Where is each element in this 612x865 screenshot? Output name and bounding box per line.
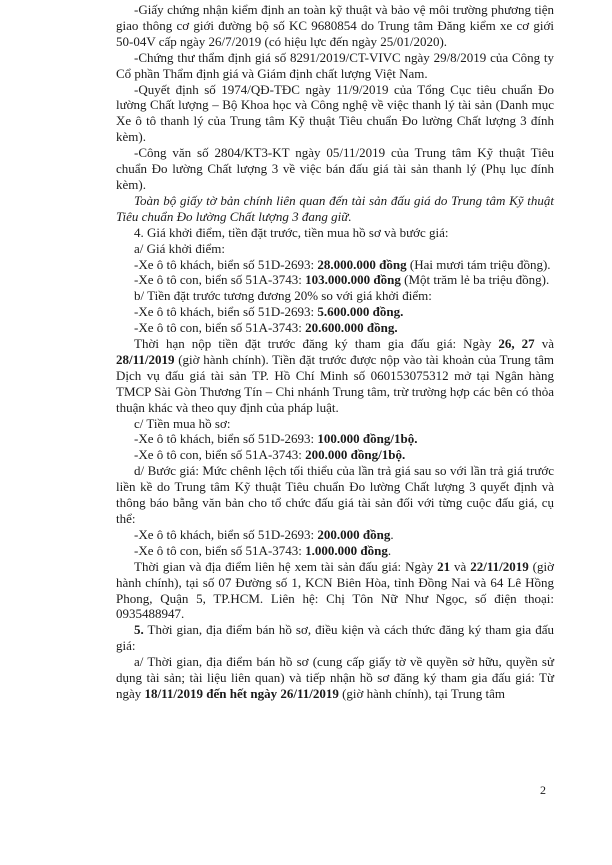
paragraph-p6	[116, 225, 554, 241]
paragraph-p20	[116, 559, 554, 623]
text-run: (giờ hành chính), tại số 07 Đường số 1, KCN Biên Hòa, tỉnh Đồng Nai và 64 Lê Hồng Phong, Quận 5, TP.HCM. Liên hệ: Chị Tôn Nữ Như Ngọc, số điện thoại: 0935488947.	[116, 558, 554, 622]
text-run: .	[390, 526, 394, 542]
bold-text: 28/11/2019	[116, 351, 175, 367]
text-run: -Xe ô tô con, biển số 51A-3743:	[134, 272, 306, 288]
bold-text: 18/11/2019 đến hết ngày 26/11/2019	[144, 685, 339, 701]
paragraph-p12	[116, 320, 554, 336]
paragraph-p11	[116, 304, 554, 320]
paragraph-p18	[116, 527, 554, 543]
paragraph-p2	[116, 50, 554, 82]
paragraph-p17	[116, 463, 554, 527]
text-run: -Công văn số 2804/KT3-KT ngày 05/11/2019 của Trung tâm Kỹ thuật Tiêu chuẩn Đo lường Chất lượng 3 về việc bán đấu giá tài sản thanh lý (Phụ lục đính kèm).	[116, 145, 554, 192]
text-run: Thời hạn nộp tiền đặt trước đăng ký tham gia đấu giá: Ngày	[134, 336, 499, 352]
text-run: -Chứng thư thẩm định giá số 8291/2019/CT-VIVC ngày 29/8/2019 của Công ty Cổ phần Thẩm định giá và Giám định chất lượng Việt Nam.	[116, 49, 554, 81]
bold-text: 200.000 đồng	[317, 526, 391, 542]
text-run: và	[450, 558, 471, 574]
paragraph-p5	[116, 193, 554, 225]
text-run: -Xe ô tô khách, biển số 51D-2693:	[134, 431, 318, 447]
paragraph-p16	[116, 447, 554, 463]
paragraph-p19	[116, 543, 554, 559]
paragraph-p8	[116, 257, 554, 273]
bold-text: 103.000.000 đồng	[305, 272, 401, 288]
bold-text: 26, 27	[498, 336, 535, 352]
text-run: a/ Thời gian, địa điểm bán hồ sơ (cung cấp giấy tờ về quyền sở hữu, quyền sử dụng tài sản; tài liệu liên quan) và tiếp nhận hồ sơ đăng ký tham gia đấu giá: Từ ngày	[116, 654, 554, 701]
text-run: -Xe ô tô con, biển số 51A-3743:	[134, 542, 306, 558]
text-run: -Xe ô tô khách, biển số 51D-2693:	[134, 256, 318, 272]
bold-text: 22/11/2019	[470, 558, 529, 574]
text-run: a/ Giá khởi điểm:	[134, 240, 225, 256]
text-run: và	[534, 336, 554, 352]
text-run: .	[387, 542, 392, 558]
paragraph-p13	[116, 336, 554, 416]
text-run: -Xe ô tô khách, biển số 51D-2693:	[134, 304, 318, 320]
paragraph-p22	[116, 654, 554, 702]
text-run: -Xe ô tô con, biển số 51A-3743:	[134, 447, 306, 463]
paragraph-p4	[116, 145, 554, 193]
text-run: 4. Giá khởi điểm, tiền đặt trước, tiền mua hồ sơ và bước giá:	[134, 224, 449, 240]
page-number: 2	[540, 783, 546, 797]
text-run: c/ Tiền mua hồ sơ:	[134, 415, 231, 431]
text-run: -Xe ô tô khách, biển số 51D-2693:	[134, 526, 318, 542]
text-run: -Giấy chứng nhận kiểm định an toàn kỹ thuật và bảo vệ môi trường phương tiện giao thông cơ giới đường bộ số KC 9680854 do Trung tâm Đăng kiểm xe cơ giới 50-04V cấp ngày 26/7/2019 (có hiệu lực đến ngày 25/01/2020).	[116, 2, 554, 49]
text-run: (giờ hành chính). Tiền đặt trước được nộp vào tài khoản của Trung tâm Dịch vụ đấu giá tài sản TP. Hồ Chí Minh số 060153075312 mở tại Ngân hàng TMCP Sài Gòn Thương Tín – Chi nhánh Trung tâm, trừ trường hợp các bên có thỏa thuận khác và theo quy định của pháp luật.	[116, 351, 554, 415]
text-run: -Xe ô tô con, biển số 51A-3743:	[134, 320, 306, 336]
bold-text: 21	[437, 558, 451, 574]
paragraph-p21	[116, 622, 554, 654]
bold-text: 5.	[134, 622, 144, 638]
paragraph-p15	[116, 431, 554, 447]
bold-text: 28.000.000 đồng	[317, 256, 407, 272]
text-run: (Hai mươi tám triệu đồng).	[406, 256, 551, 272]
paragraph-p14	[116, 416, 554, 432]
text-run: Thời gian và địa điểm liên hệ xem tài sản đấu giá: Ngày	[134, 558, 438, 574]
text-run: Thời gian, địa điểm bán hồ sơ, điều kiện và cách thức đăng ký tham gia đấu giá:	[116, 622, 554, 654]
bold-text: 200.000 đồng/1bộ.	[305, 447, 406, 463]
bold-text: 1.000.000 đồng	[305, 542, 388, 558]
paragraph-p1	[116, 2, 554, 50]
text-run: b/ Tiền đặt trước tương đương 20% so với giá khởi điểm:	[134, 288, 432, 304]
bold-text: 100.000 đồng/1bộ.	[317, 431, 418, 447]
text-run: (giờ hành chính), tại Trung tâm	[338, 685, 505, 701]
paragraph-p3	[116, 82, 554, 146]
paragraph-p9	[116, 272, 554, 288]
text-run: Toàn bộ giấy tờ bản chính liên quan đến tài sản đấu giá do Trung tâm Kỹ thuật Tiêu chuẩn Đo lường Chất lượng 3 đang giữ.	[116, 192, 554, 224]
document-body	[116, 2, 554, 702]
text-run: (Một trăm lẻ ba triệu đồng).	[400, 272, 550, 288]
paragraph-p10	[116, 288, 554, 304]
text-run: d/ Bước giá: Mức chênh lệch tối thiểu của lần trả giá sau so với lần trả giá trước liền kề do Trung tâm Kỹ thuật Tiêu chuẩn Đo lường Chất lượng 3 quyết định và thông báo bằng văn bản cho tổ chức đấu giá tài sản đối với từng cuộc đấu giá, cụ thể:	[116, 463, 554, 526]
paragraph-p7	[116, 241, 554, 257]
bold-text: 20.600.000 đồng.	[305, 320, 398, 336]
text-run: -Quyết định số 1974/QĐ-TĐC ngày 11/9/2019 của Tổng Cục tiêu chuẩn Đo lường Chất lượng – Bộ Khoa học và Công nghệ về việc thanh lý tài sản (Danh mục Xe ô tô thanh lý của Trung tâm Kỹ thuật Tiêu chuẩn Đo lường Chất lượng 3 đính kèm).	[116, 81, 554, 145]
bold-text: 5.600.000 đồng.	[317, 304, 404, 320]
